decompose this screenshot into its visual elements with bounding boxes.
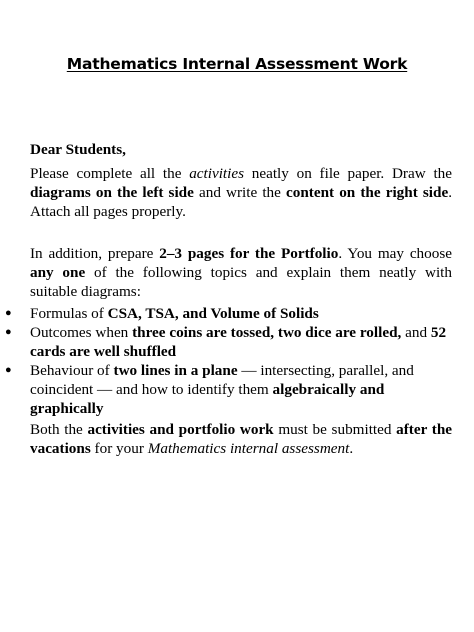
bullet-icon: ●: [5, 307, 12, 319]
bold-text: algebraically and graphically: [30, 381, 385, 417]
bold-text: CSA, TSA, and Volume of Solids: [107, 305, 319, 322]
list-item: [0, 304, 452, 323]
list-item: [0, 361, 452, 418]
salutation: Dear Students,: [30, 141, 126, 158]
instructions-paragraph: [30, 164, 452, 221]
bold-text: 52 cards are well shuffled: [30, 324, 447, 360]
text-run: . Attach all pages properly.: [30, 184, 452, 220]
portfolio-paragraph: [30, 244, 452, 301]
topic-text: [30, 362, 414, 417]
document-title: Mathematics Internal Assessment Work: [66, 55, 408, 73]
text-run: In addition, prepare: [30, 245, 160, 262]
text-run: neatly on file paper. Draw the: [244, 165, 452, 182]
text-run: and: [401, 324, 431, 341]
text-run: .: [349, 440, 354, 457]
text-run: Please complete all the: [30, 165, 190, 182]
text-run: Formulas of: [30, 305, 108, 322]
text-run: Behaviour of: [30, 362, 114, 379]
bullet-icon: ●: [5, 326, 12, 338]
bold-text: diagrams on the left side: [30, 184, 194, 201]
text-run: Both the: [30, 421, 88, 438]
italic-text: activities: [189, 165, 245, 182]
topic-text: [30, 305, 319, 322]
text-run: Outcomes when: [30, 324, 133, 341]
bullet-icon: ●: [5, 364, 12, 376]
bold-text: 2–3 pages for the Portfolio: [159, 245, 339, 262]
text-run: must be submitted: [273, 421, 397, 438]
bold-text: content on the right side: [286, 184, 449, 201]
text-run: and write the: [193, 184, 287, 201]
submission-paragraph: [30, 420, 452, 458]
text-run: — intersecting, parallel, and coincident — and how to identify them: [30, 362, 414, 398]
topic-text: [30, 324, 446, 360]
bold-text: after the vacations: [30, 421, 453, 457]
bold-text: any one: [30, 264, 86, 281]
topics-list: [0, 304, 452, 418]
italic-text: Mathematics internal assessment: [147, 440, 350, 457]
bold-text: activities and portfolio work: [87, 421, 274, 438]
text-run: . You may choose: [338, 245, 452, 262]
text-run: of the following topics and explain them neatly with suitable diagrams:: [30, 264, 452, 300]
list-item: [0, 323, 452, 361]
bold-text: three coins are tossed, two dice are rolled,: [132, 324, 402, 341]
bold-text: two lines in a plane: [113, 362, 238, 379]
text-run: for your: [90, 440, 148, 457]
